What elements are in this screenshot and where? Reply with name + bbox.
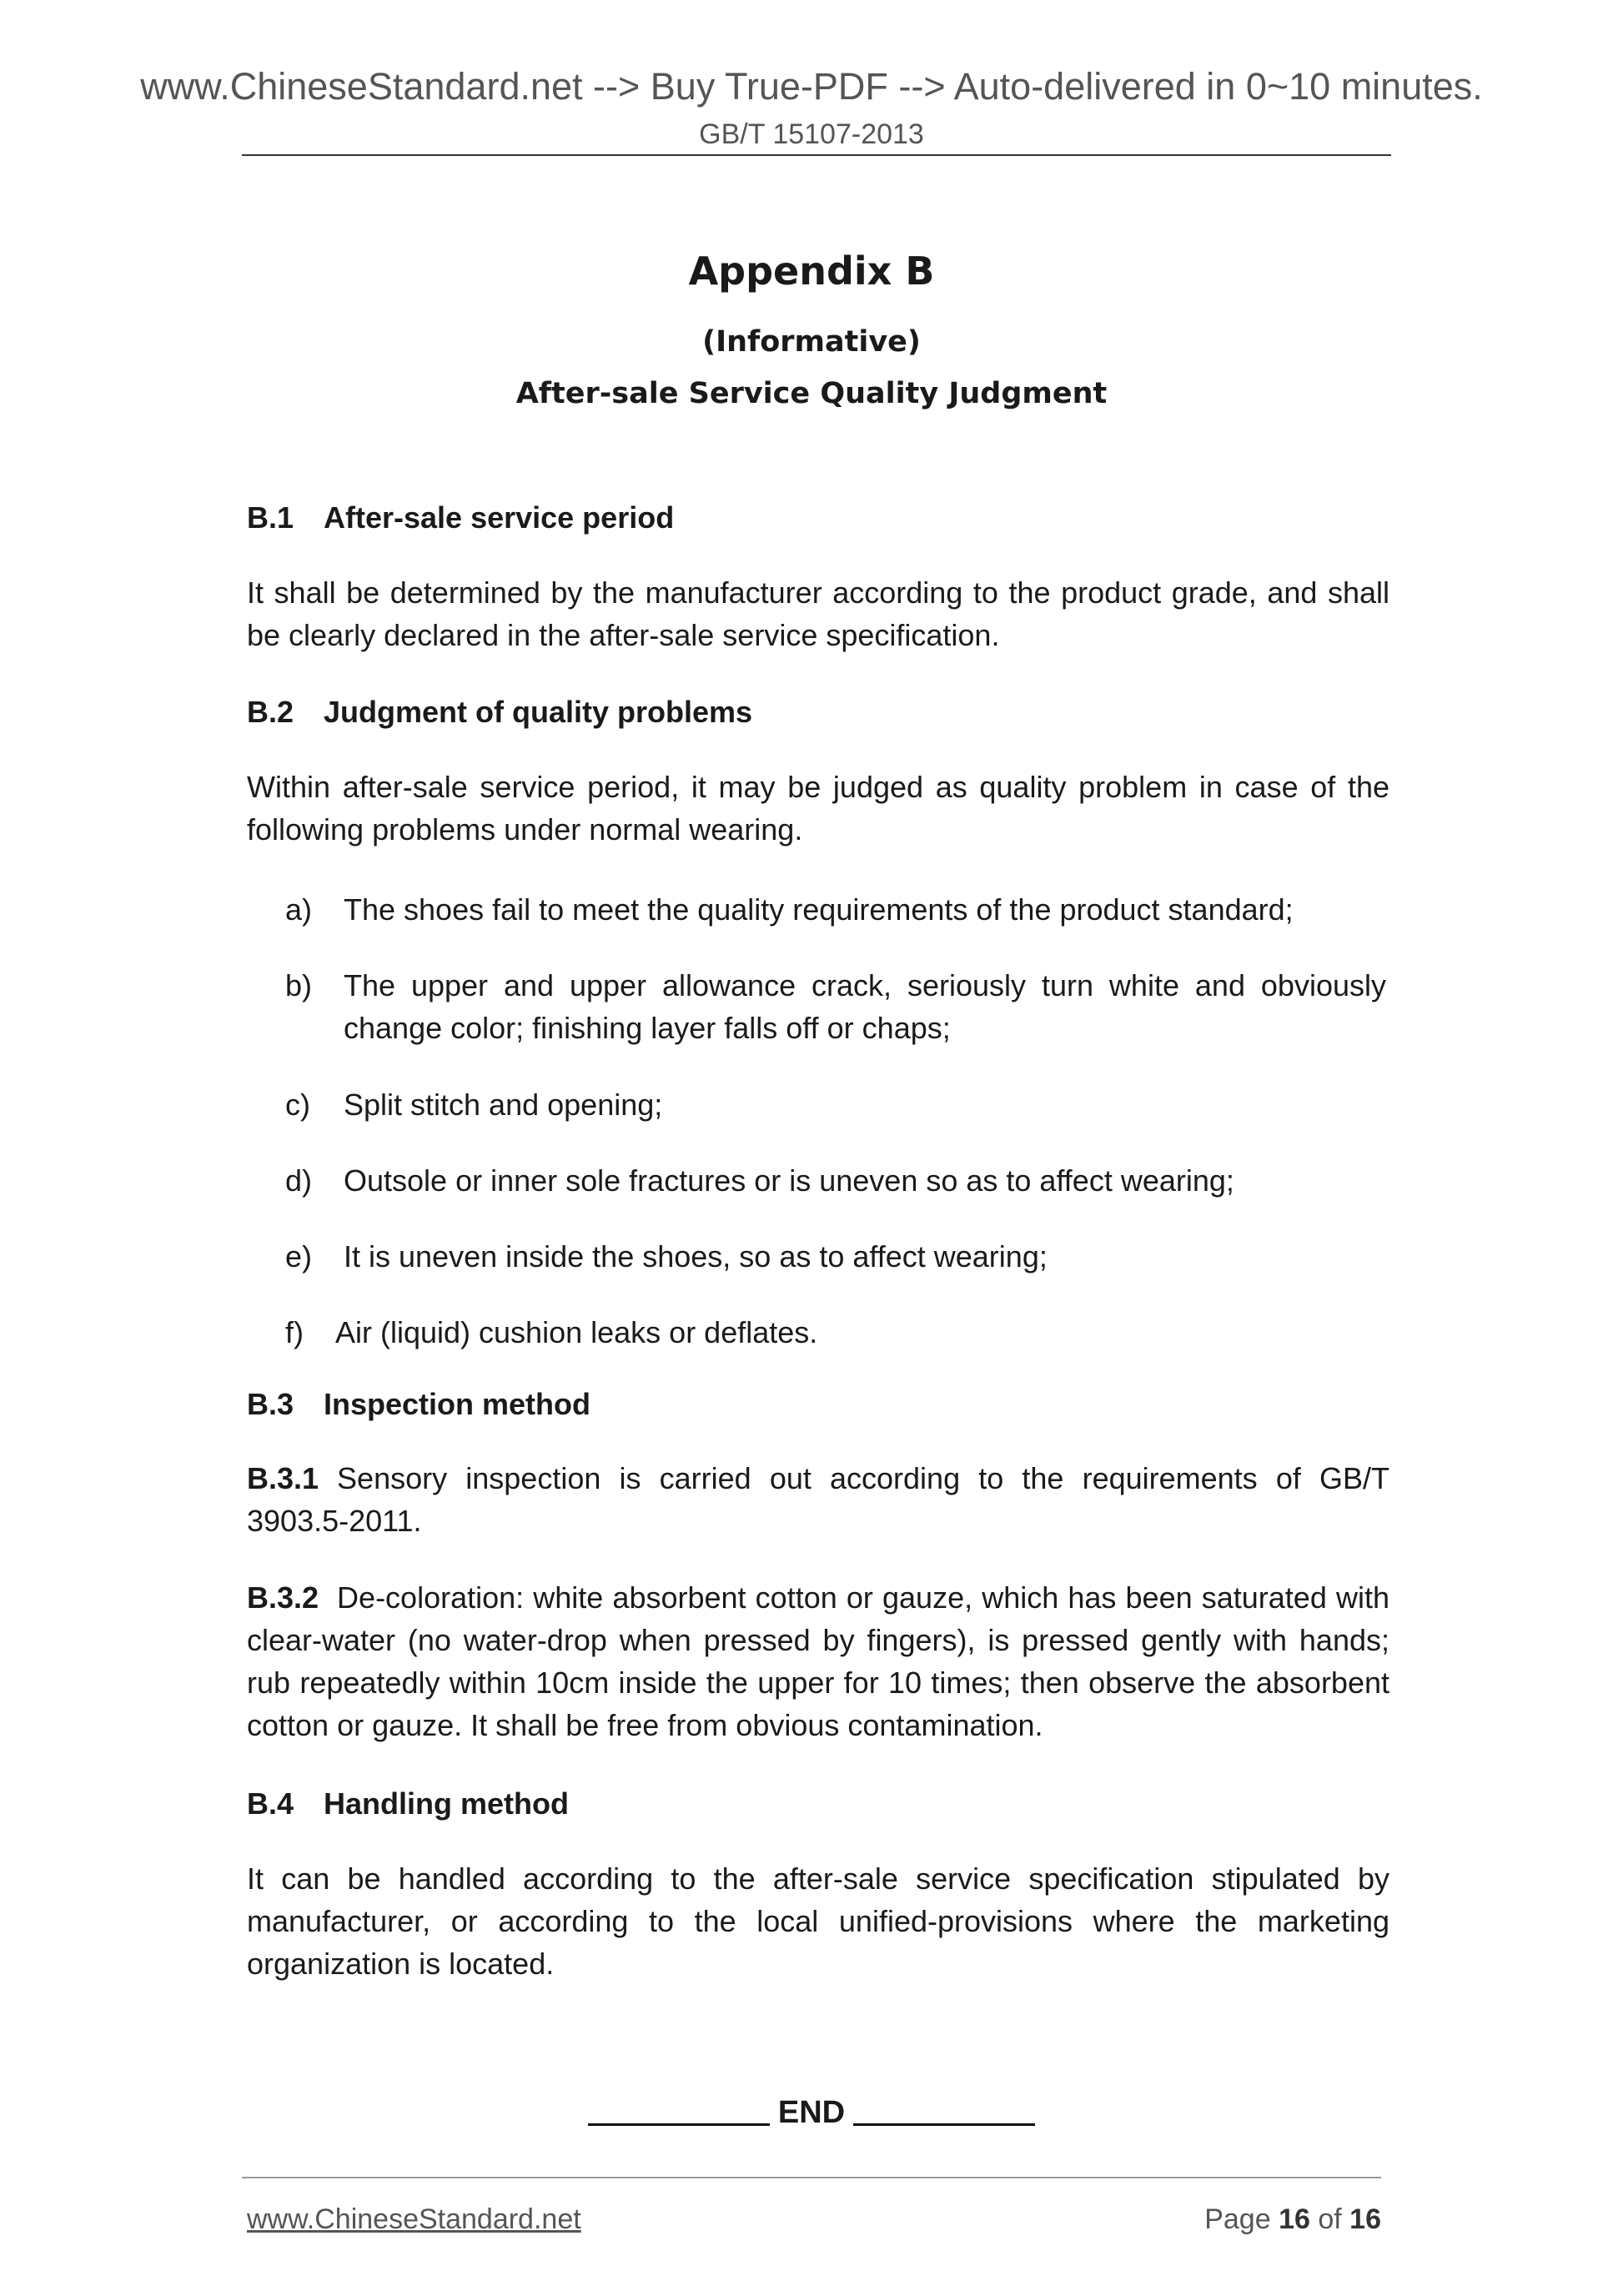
section-b4-text: It can be handled according to the after-sale service specification stipulated by manufacturer, or according to the local unified-provisions where the marketing organization is located. xyxy=(247,1861,1389,1981)
section-b4-heading xyxy=(247,1786,569,1821)
section-b31 xyxy=(247,1457,1389,1542)
list-item xyxy=(285,964,1389,1049)
page-word: Page xyxy=(1204,2203,1271,2235)
section-title: Handling method xyxy=(324,1786,569,1821)
section-b2-heading xyxy=(247,695,752,730)
section-b1-heading xyxy=(247,500,674,535)
header-divider xyxy=(242,154,1391,156)
list-item-label: c) xyxy=(285,1088,310,1122)
list-item-text: Air (liquid) cushion leaks or deflates. xyxy=(335,1315,818,1349)
section-b1-text: It shall be determined by the manufacturer according to the product grade, and shall be clearly declared in the after-sale service specification. xyxy=(247,575,1389,652)
footer-divider xyxy=(242,2177,1381,2178)
appendix-type: (Informative) xyxy=(702,325,921,359)
list-item-text: It is uneven inside the shoes, so as to affect wearing; xyxy=(344,1239,1048,1274)
appendix-subtitle: After-sale Service Quality Judgment xyxy=(515,377,1108,410)
page-indicator xyxy=(1204,2203,1381,2236)
page-total: 16 xyxy=(1349,2203,1381,2235)
section-b3-heading xyxy=(247,1387,590,1422)
list-item xyxy=(285,1235,1389,1278)
subsection-text: Sensory inspection is carried out according to the requirements of GB/T 3903.5-2011. xyxy=(247,1461,1389,1538)
list-item xyxy=(285,1083,1389,1126)
list-item-text: The shoes fail to meet the quality requirements of the product standard; xyxy=(344,892,1294,927)
subsection-number: B.3.1 xyxy=(247,1461,319,1495)
list-item-label: d) xyxy=(285,1163,313,1198)
section-number: B.4 xyxy=(247,1786,294,1821)
end-rule-right xyxy=(853,2095,1035,2126)
header-banner: www.ChineseStandard.net --> Buy True-PDF --> Auto-delivered in 0~10 minutes. xyxy=(140,65,1483,108)
section-title: After-sale service period xyxy=(324,500,675,535)
list-item xyxy=(285,888,1389,931)
footer-website-link[interactable]: www.ChineseStandard.net xyxy=(247,2203,581,2235)
page-current: 16 xyxy=(1279,2203,1310,2235)
list-item-text: Outsole or inner sole fractures or is uneven so as to affect wearing; xyxy=(344,1163,1234,1198)
list-item xyxy=(285,1159,1389,1202)
list-item-label: e) xyxy=(285,1239,313,1274)
list-item-text: Split stitch and opening; xyxy=(344,1088,663,1122)
list-item-text: The upper and upper allowance crack, seriously turn white and obviously change color; finishing layer falls off or chaps; xyxy=(344,968,1386,1045)
section-title: Judgment of quality problems xyxy=(324,695,753,729)
section-number: B.2 xyxy=(247,695,294,729)
subsection-number: B.3.2 xyxy=(247,1580,319,1615)
section-number: B.1 xyxy=(247,500,294,535)
appendix-title: Appendix B xyxy=(688,249,935,294)
subsection-text: De-coloration: white absorbent cotton or gauze, which has been saturated with clear-water (no water-drop when pressed by fingers), is pressed gently with hands; rub repeatedly within 10cm inside the upper for 10 times; then observe the absorbent cotton or gauze. It shall be free from obvious contamination. xyxy=(247,1580,1389,1742)
list-item-label: b) xyxy=(285,968,313,1002)
end-rule-left xyxy=(588,2095,770,2126)
end-marker xyxy=(0,2095,1623,2131)
document-number: GB/T 15107-2013 xyxy=(699,118,924,150)
of-word: of xyxy=(1318,2203,1342,2235)
section-title: Inspection method xyxy=(324,1387,591,1421)
section-number: B.3 xyxy=(247,1387,294,1421)
list-item-label: f) xyxy=(285,1315,304,1349)
section-b32 xyxy=(247,1576,1389,1746)
section-b2-text: Within after-sale service period, it may be judged as quality problem in case of the following problems under normal wearing. xyxy=(247,770,1389,847)
list-item-label: a) xyxy=(285,892,313,927)
list-item xyxy=(285,1311,1389,1354)
end-label: END xyxy=(777,2095,846,2130)
